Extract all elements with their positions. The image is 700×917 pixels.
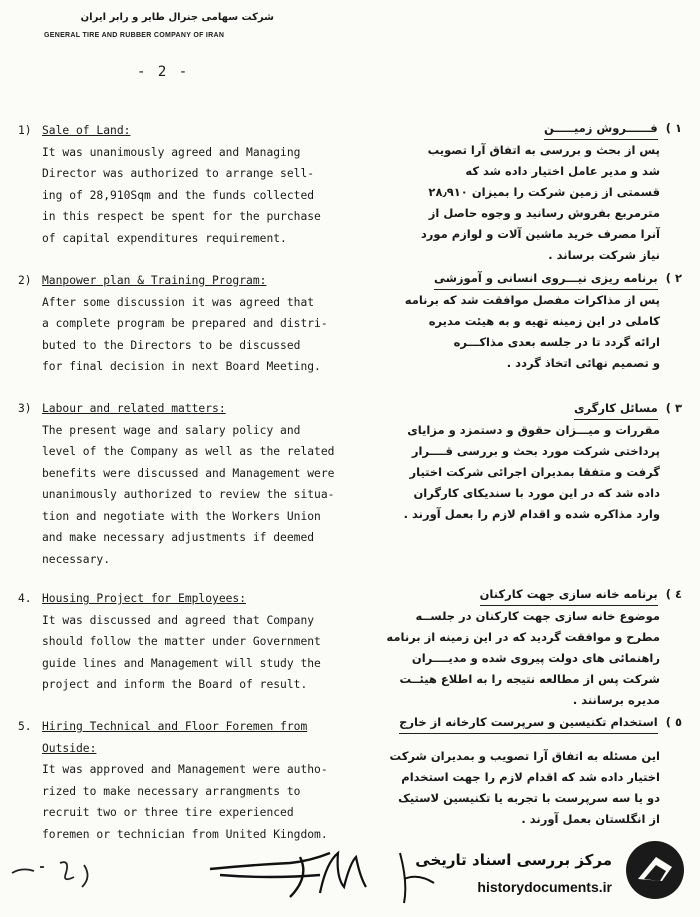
- item-title: فــــــروش زمیـــــن: [544, 118, 658, 140]
- letterhead-persian: شرکت سهامی جنرال طایر و رابر ایران: [80, 12, 274, 23]
- item-number: 4.: [18, 592, 32, 605]
- item-number: ٤ ): [665, 587, 682, 601]
- item-4-persian: [382, 584, 682, 711]
- item-title: برنامه ریزی نیـــروی انسانی و آموزشی: [434, 268, 658, 290]
- item-number: ٣ ): [665, 401, 682, 415]
- archive-name: مرکز بررسی اسناد تاریخی: [415, 851, 612, 869]
- item-title: Sale of Land:: [42, 124, 131, 137]
- page-number: - 2 -: [137, 64, 190, 80]
- signature-scribbles: [0, 833, 470, 913]
- item-body: It was discussed and agreed that Company should follow the matter under Government guide lines and Management will study the project and inform the Board of result.: [42, 613, 321, 691]
- letterhead: [44, 12, 274, 48]
- item-5-english: [18, 716, 358, 845]
- item-title: برنامه خانه سازی جهت کارکنان: [480, 584, 658, 606]
- signatures: [0, 833, 470, 913]
- item-number: 3): [18, 402, 32, 415]
- item-3-persian: [382, 398, 682, 525]
- item-title: Manpower plan & Training Program:: [42, 274, 267, 287]
- item-number: 2): [18, 274, 32, 287]
- item-body: After some discussion it was agreed that a complete program be prepared and distri- buted to the Directors to be discussed for final decision in next Board Meeting.: [42, 295, 328, 373]
- item-body: موضوع خانه سازی جهت کارکنان در جلســه مطرح و موافقت گردید که در این زمینه از برنامه راهنمائی های دولت پیروی شده و مدیــــران شرکت پس از مطالعه نتیجه را به اطلاع هیئــت مدیره برسانند .: [386, 609, 660, 707]
- item-title: Labour and related matters:: [42, 402, 226, 415]
- item-title: استخدام تکنیسین و سرپرست کارخانه از خارج: [399, 712, 658, 734]
- item-3-english: [18, 398, 358, 570]
- item-number: 1): [18, 124, 32, 137]
- item-number: 5.: [18, 720, 32, 733]
- archive-logo-icon: [624, 839, 686, 901]
- item-body: این مسئله به اتفاق آرا تصویب و بمدیران شرکت اختیار داده شد که اقدام لازم را جهت استخدام دو یا سه سرپرست با تجربه یا تکنیسین لاستیک از انگلستان بعمل آورند .: [389, 749, 660, 826]
- item-body: پس از مذاکرات مفصل موافقت شد که برنامه کاملی در این زمینه تهیه و به هیئت مدیره ارائه گردد تا در جلسه بعدی مذاکـــره و تصمیم نهائی اتخاذ گردد .: [404, 293, 660, 370]
- item-number: ٢ ): [665, 271, 682, 285]
- item-1-english: [18, 120, 358, 249]
- item-2-persian: [382, 268, 682, 374]
- item-number: ١ ): [665, 121, 682, 135]
- item-body: مقررات و میـــزان حقوق و دستمزد و مزایای پرداختی شرکت مورد بحث و بررسی قــــرار گرفت و متفقا بمدیران اجرائی شرکت اختیار داده شد که در این مورد با سندیکای کارگران وارد مذاکره شده و اقدام لازم را بعمل آورند .: [403, 423, 660, 521]
- item-title: مسائل کارگری: [574, 398, 658, 420]
- item-body: It was unanimously agreed and Managing Director was authorized to arrange sell- ing of 28,910Sqm and the funds collected in this respect be spent for the purchase of capital expenditures requirement.: [42, 145, 321, 245]
- item-number: ٥ ): [665, 715, 682, 729]
- item-4-english: [18, 588, 358, 696]
- item-body: It was approved and Management were autho- rized to make necessary arrangments to recruit two or three tire experienced foremen or technician from United Kingdom.: [42, 763, 328, 841]
- item-2-english: [18, 270, 358, 378]
- item-1-persian: [382, 118, 682, 266]
- item-title: Hiring Technical and Floor Foremen from Outside:: [42, 720, 308, 755]
- archive-watermark: [402, 835, 692, 907]
- item-title: Housing Project for Employees:: [42, 592, 247, 605]
- item-body: پس از بحث و بررسی به اتفاق آرا تصویب شد و مدیر عامل اختیار داده شد که قسمتی از زمین شرکت را بمیزان ۲۸٫۹۱۰ مترمربع بفروش رسانید و وجوه حاصل از آنرا مصرف خرید ماشین آلات و لوازم مورد نیاز شرکت برساند .: [420, 143, 660, 262]
- archive-url: historydocuments.ir: [477, 879, 612, 895]
- letterhead-english: GENERAL TIRE AND RUBBER COMPANY OF IRAN: [44, 32, 225, 39]
- item-5-persian: [382, 712, 682, 830]
- item-body: The present wage and salary policy and level of the Company as well as the related benefits were discussed and Management were unanimously authorized to review the situa- tion and negotiate with the Workers Union and make necessary adjustments if deemed necessary.: [42, 423, 335, 566]
